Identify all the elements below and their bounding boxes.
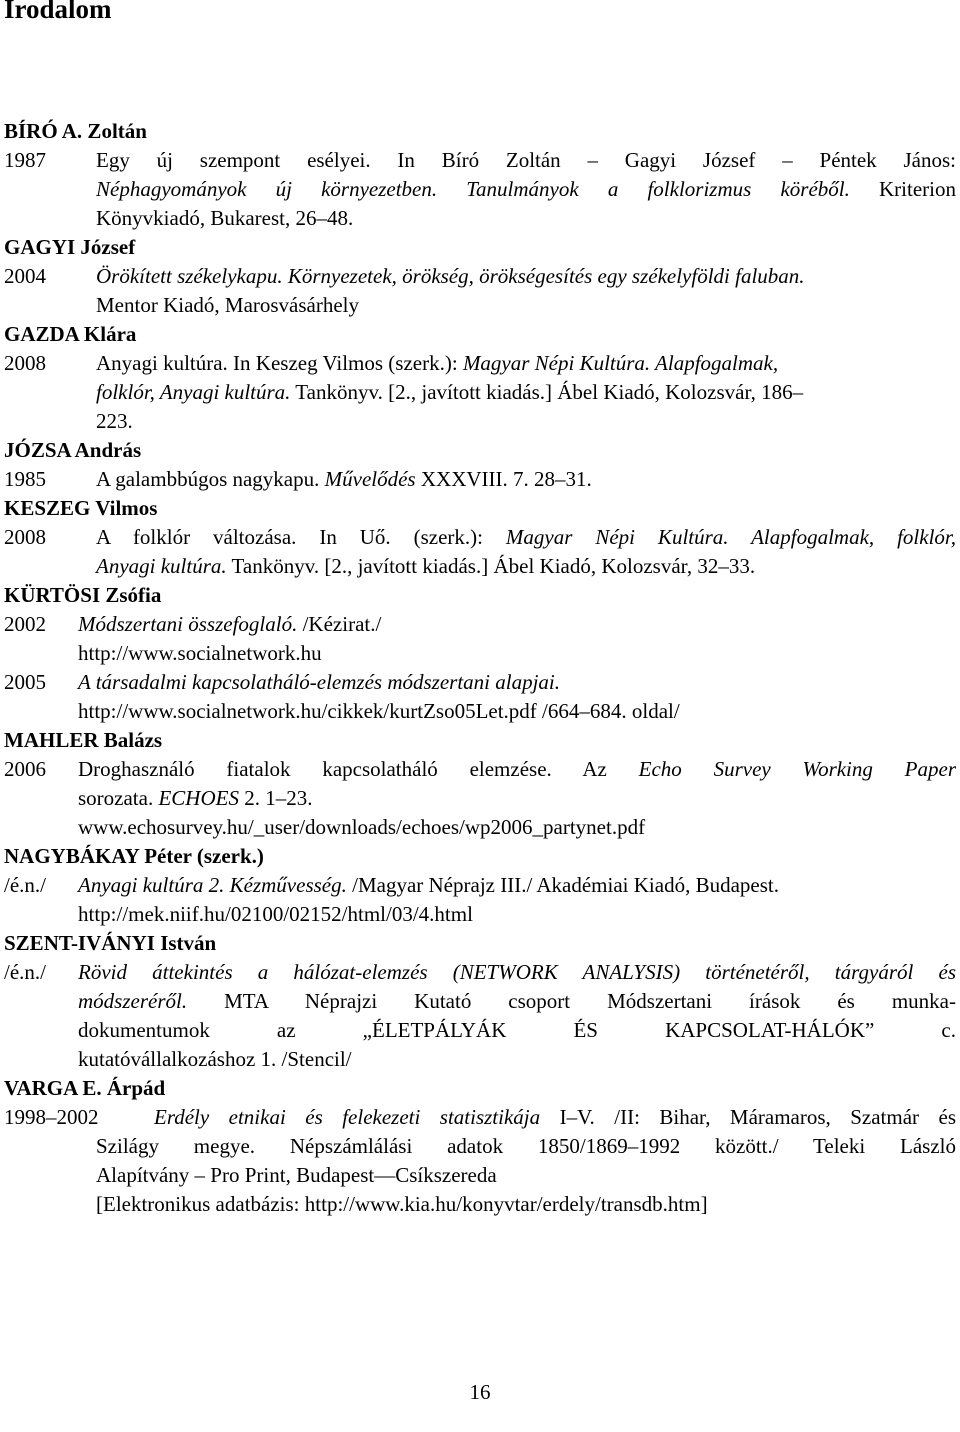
entry-text — [96, 378, 956, 407]
plain-text: sorozata. — [78, 786, 159, 810]
entry-line — [4, 1045, 956, 1074]
entry-text — [78, 668, 956, 697]
entry-year: 1998–2002 — [4, 1105, 99, 1129]
bibliography-entry — [4, 755, 956, 842]
entry-text — [78, 813, 956, 842]
entry-line — [4, 291, 956, 320]
plain-text: Könyvkiadó, Bukarest, 26–48. — [96, 206, 354, 230]
page-title: Irodalom — [4, 0, 112, 24]
italic-text: Anyagi kultúra. — [96, 554, 227, 578]
entry-line — [4, 1161, 956, 1190]
entry-text — [78, 1016, 956, 1045]
entry-line — [4, 175, 956, 204]
plain-text: kutatóvállalkozáshoz 1. /Stencil/ — [78, 1047, 352, 1071]
entry-line — [4, 1190, 956, 1219]
italic-text: Magyar Népi Kultúra. Alapfogalmak, folklór, — [505, 525, 956, 549]
plain-text: 2. 1–23. — [238, 786, 313, 810]
entry-year: /é.n./ — [4, 960, 46, 984]
entry-text — [96, 465, 956, 494]
italic-text: Néphagyományok új környezetben. Tanulmányok a folklorizmus köréből. — [96, 177, 850, 201]
entry-text — [96, 552, 956, 581]
author-name: NAGYBÁKAY Péter (szerk.) — [4, 844, 264, 868]
entry-line — [4, 262, 956, 291]
bibliography-entry — [4, 958, 956, 1074]
entry-line — [4, 1132, 956, 1161]
entry-line — [4, 784, 956, 813]
plain-text: Mentor Kiadó, Marosvásárhely — [96, 293, 360, 317]
italic-text: módszeréről. — [78, 989, 188, 1013]
entry-line — [4, 407, 956, 436]
entry-year: 2008 — [4, 351, 46, 375]
entry-line — [4, 523, 956, 552]
plain-text: Anyagi kultúra. In Keszeg Vilmos (szerk.): — [96, 351, 463, 375]
entry-text — [96, 1161, 956, 1190]
entry-line — [4, 813, 956, 842]
entry-text — [154, 1103, 956, 1132]
entry-year: 1985 — [4, 467, 46, 491]
bibliography-entry — [4, 523, 956, 581]
entry-line — [4, 958, 956, 987]
entry-text — [78, 871, 956, 900]
entry-text — [96, 204, 956, 233]
italic-text: Örökített székelykapu. Környezetek, örökség, örökségesítés egy székelyföldi faluban. — [96, 264, 805, 288]
italic-text: A társadalmi kapcsolatháló-elemzés módszertani alapjai. — [78, 670, 561, 694]
entry-text — [78, 1045, 956, 1074]
entry-text — [96, 1190, 956, 1219]
entry-text — [78, 784, 956, 813]
author-name: KÜRTÖSI Zsófia — [4, 583, 162, 607]
author-name: MAHLER Balázs — [4, 728, 163, 752]
entry-year: /é.n./ — [4, 873, 46, 897]
author-name: SZENT-IVÁNYI István — [4, 931, 217, 955]
entry-line — [4, 378, 956, 407]
entry-text — [78, 958, 956, 987]
entry-text — [78, 639, 956, 668]
plain-text: 223. — [96, 409, 133, 433]
plain-text: MTA Néprajzi Kutató csoport Módszertani írások és munka- — [187, 989, 956, 1013]
italic-text: Erdély etnikai és felekezeti statisztikája — [154, 1105, 541, 1129]
entry-year: 2008 — [4, 525, 46, 549]
bibliography-entry — [4, 465, 956, 494]
plain-text: http://mek.niif.hu/02100/02152/html/03/4.html — [78, 902, 473, 926]
bibliography-entry — [4, 668, 956, 726]
entry-year: 2006 — [4, 757, 46, 781]
entry-text — [78, 987, 956, 1016]
author-name: JÓZSA András — [4, 438, 142, 462]
entry-text — [96, 1132, 956, 1161]
plain-text: dokumentumok az „ÉLETPÁLYÁK ÉS KAPCSOLAT-HÁLÓK” c. — [78, 1018, 956, 1042]
entry-line — [4, 1103, 956, 1132]
entry-line — [4, 465, 956, 494]
author-name: KESZEG Vilmos — [4, 496, 158, 520]
plain-text: Egy új szempont esélyei. In Bíró Zoltán – Gagyi József – Péntek János: — [96, 148, 956, 172]
plain-text: Alapítvány – Pro Print, Budapest—Csíkszereda — [96, 1163, 497, 1187]
plain-text: /Magyar Néprajz III./ Akadémiai Kiadó, Budapest. — [346, 873, 779, 897]
entry-line — [4, 639, 956, 668]
entry-year: 2002 — [4, 612, 46, 636]
plain-text: A galambbúgos nagykapu. — [96, 467, 325, 491]
entry-line — [4, 204, 956, 233]
plain-text: [Elektronikus adatbázis: http://www.kia.hu/konyvtar/erdely/transdb.htm] — [96, 1192, 708, 1216]
page-number: 16 — [469, 1380, 491, 1404]
italic-text: Magyar Népi Kultúra. Alapfogalmak, — [462, 351, 779, 375]
bibliography-entry — [4, 871, 956, 929]
author-name: GAZDA Klára — [4, 322, 137, 346]
entry-text — [96, 175, 956, 204]
bibliography-entry — [4, 262, 956, 320]
plain-text: www.echosurvey.hu/_user/downloads/echoes/wp2006_partynet.pdf — [78, 815, 646, 839]
plain-text: http://www.socialnetwork.hu — [78, 641, 322, 665]
bibliography-entry — [4, 349, 956, 436]
plain-text: http://www.socialnetwork.hu/cikkek/kurtZso05Let.pdf /664–684. oldal/ — [78, 699, 680, 723]
bibliography-entry — [4, 146, 956, 233]
author-name: GAGYI József — [4, 235, 136, 259]
italic-text: Anyagi kultúra 2. Kézművesség. — [78, 873, 347, 897]
entry-text — [96, 291, 956, 320]
entry-line — [4, 146, 956, 175]
author-name: BÍRÓ A. Zoltán — [4, 119, 147, 143]
plain-text: A folklór változása. In Uő. (szerk.): — [96, 525, 506, 549]
italic-text: folklór, Anyagi kultúra. — [96, 380, 291, 404]
entry-line — [4, 871, 956, 900]
bibliography-entry — [4, 610, 956, 668]
plain-text: Szilágy megye. Népszámlálási adatok 1850/1869–1992 között./ Teleki László — [96, 1134, 956, 1158]
entry-year: 2005 — [4, 670, 46, 694]
italic-text: Művelődés — [324, 467, 416, 491]
italic-text: Rövid áttekintés a hálózat-elemzés (NETWORK ANALYSIS) történetéről, tárgyáról és — [78, 960, 956, 984]
entry-text — [96, 523, 956, 552]
entry-text — [78, 610, 956, 639]
entry-text — [96, 262, 956, 291]
entry-line — [4, 349, 956, 378]
plain-text: XXXVIII. 7. 28–31. — [415, 467, 592, 491]
entry-line — [4, 1016, 956, 1045]
plain-text: Droghasználó fiatalok kapcsolatháló elemzése. Az — [78, 757, 639, 781]
entry-line — [4, 668, 956, 697]
entry-text — [78, 900, 956, 929]
entry-line — [4, 610, 956, 639]
bibliography-entry — [4, 1103, 956, 1219]
entry-year: 2004 — [4, 264, 46, 288]
plain-text: /Kézirat./ — [297, 612, 382, 636]
entry-line — [4, 552, 956, 581]
entry-year: 1987 — [4, 148, 46, 172]
entry-line — [4, 755, 956, 784]
entry-text — [96, 349, 956, 378]
entry-line — [4, 900, 956, 929]
entry-text — [96, 146, 956, 175]
plain-text: I–V. /II: Bihar, Máramaros, Szatmár és — [540, 1105, 956, 1129]
italic-text: Echo Survey Working Paper — [638, 757, 956, 781]
entry-line — [4, 987, 956, 1016]
author-name: VARGA E. Árpád — [4, 1076, 166, 1100]
plain-text: Kriterion — [849, 177, 956, 201]
plain-text: Tankönyv. [2., javított kiadás.] Ábel Kiadó, Kolozsvár, 32–33. — [226, 554, 756, 578]
entry-line — [4, 697, 956, 726]
bibliography-list — [4, 117, 956, 1219]
italic-text: ECHOES — [158, 786, 239, 810]
italic-text: Módszertani összefoglaló. — [78, 612, 298, 636]
entry-text — [78, 697, 956, 726]
entry-text — [96, 407, 956, 436]
entry-text — [78, 755, 956, 784]
plain-text: Tankönyv. [2., javított kiadás.] Ábel Kiadó, Kolozsvár, 186– — [290, 380, 804, 404]
